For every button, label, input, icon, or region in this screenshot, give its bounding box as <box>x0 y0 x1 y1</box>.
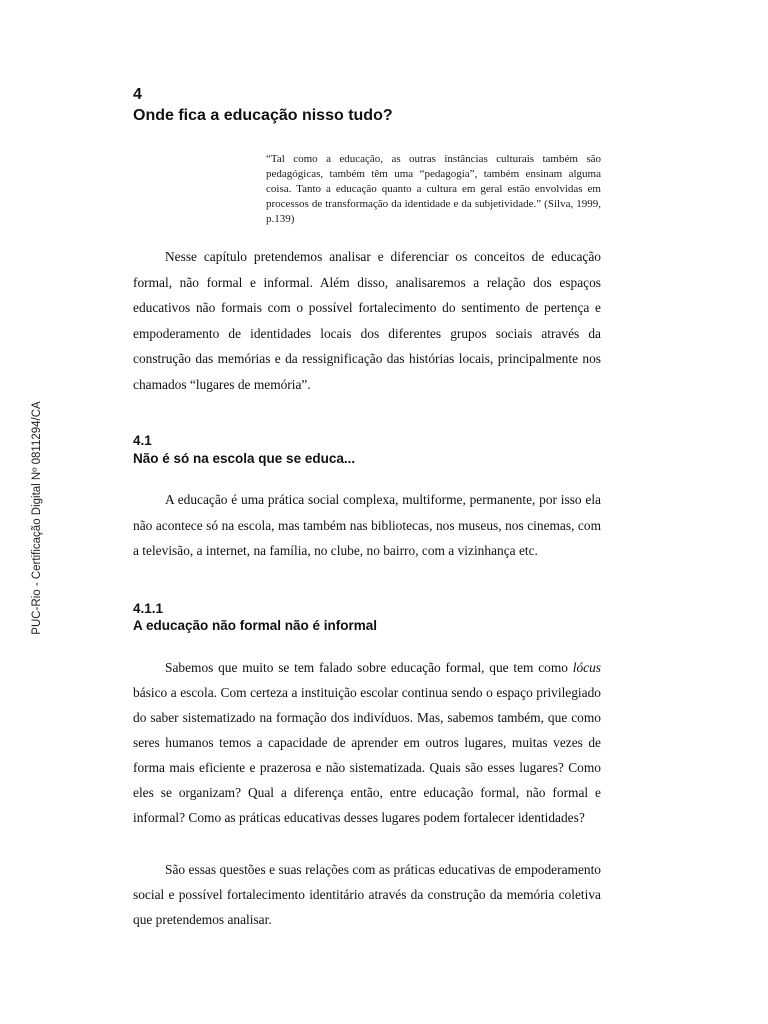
paragraph-text-rest: básico a escola. Com certeza a instituição escolar continua sendo o espaço privilegiado do saber sistematizado na formação dos indivíduos. Mas, sabemos também, que como seres humanos temos a capacidade de aprender em outros lugares, muitas vezes de forma mais eficiente e prazerosa e não sistematizada. Quais são esses lugares? Como eles se organizam? Qual a diferença então, entre educação formal, não formal e informal? Como as práticas educativas desses lugares podem fortalecer identidades? <box>133 685 601 825</box>
italic-term: lócus <box>572 660 601 675</box>
certification-text: PUC-Rio - Certificação Digital Nº 0811294/CA <box>31 401 43 635</box>
subsection-title: A educação não formal não é informal <box>133 618 378 633</box>
chapter-number: 4 <box>133 86 142 103</box>
epigraph-quote: “Tal como a educação, as outras instâncias culturais também são pedagógicas, também têm uma “pedagogia”, também ensinam alguma coisa. Tanto a educação quanto a cultura em geral estão envolvidas em processos de transformação da identidade e da subjetividade.” (Silva, 1999, p.139) <box>266 153 601 225</box>
certification-side-label <box>28 398 46 638</box>
intro-paragraph: Nesse capítulo pretendemos analisar e diferenciar os conceitos de educação formal, não formal e informal. Além disso, analisaremos a relação dos espaços educativos não formais com o possível fortalecimento do sentimento de pertença e empoderamento de identidades locais dos diferentes grupos sociais através da construção das memórias e da ressignificação das histórias locais, principalmente nos chamados “lugares de memória”. <box>133 249 601 392</box>
subsection-number: 4.1.1 <box>133 601 164 616</box>
paragraph-text-start: Sabemos que muito se tem falado sobre educação formal, que tem como <box>165 660 573 675</box>
section-title: Não é só na escola que se educa... <box>133 451 356 466</box>
section-paragraph: A educação é uma prática social complexa, multiforme, permanente, por isso ela não acontece só na escola, mas também nas bibliotecas, nos museus, nos cinemas, com a televisão, a internet, na família, no clube, no bairro, com a vizinhança etc. <box>133 492 601 558</box>
subsection-paragraph-2: São essas questões e suas relações com as práticas educativas de empoderamento social e possível fortalecimento identitário através da construção da memória coletiva que pretendemos analisar. <box>133 862 601 927</box>
chapter-title: Onde fica a educação nisso tudo? <box>133 107 393 124</box>
section-number: 4.1 <box>133 433 152 448</box>
subsection-paragraph-1 <box>133 655 601 830</box>
